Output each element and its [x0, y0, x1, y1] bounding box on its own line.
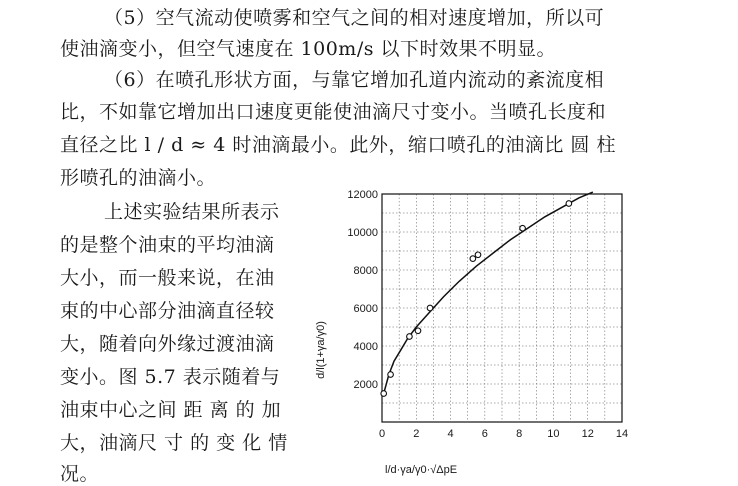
text-line: 大，随着向外缘过渡油滴: [60, 333, 275, 355]
x-axis-label: l/d·γa/γ0·√ΔpE: [385, 464, 458, 476]
text-line: 油束中心之间 距 离 的 加: [60, 399, 282, 421]
y-axis-label: d/l(1+γa/γ0): [315, 321, 327, 379]
data-point: [388, 372, 394, 378]
chart-ticks: [347, 189, 628, 440]
text-line: （5）空气流动使喷雾和空气之间的相对速度增加，所以可: [104, 7, 605, 29]
chart-series: [381, 192, 593, 396]
data-point: [475, 252, 481, 258]
data-point: [566, 201, 572, 207]
text-line: 况。: [60, 463, 100, 485]
chart-grid: [382, 194, 622, 422]
text-line: 的是整个油束的平均油滴: [60, 234, 275, 256]
x-tick-label: 12: [581, 428, 594, 440]
y-tick-label: 2000: [353, 379, 378, 391]
y-tick-label: 8000: [353, 265, 378, 277]
text-line: 比，不如靠它增加出口速度更能使油滴尺寸变小。当喷孔长度和: [60, 101, 607, 123]
text-line: 束的中心部分油滴直径较: [60, 300, 275, 322]
x-tick-label: 8: [516, 428, 523, 440]
text-line: 大，油滴尺 寸 的 变 化 情: [60, 432, 288, 454]
chart: [315, 180, 630, 480]
data-point: [520, 225, 526, 231]
text-line: 直径之比 l / d ≈ 4 时油滴最小。此外，缩口喷孔的油滴比 圆 柱: [60, 134, 616, 156]
text-line: （6）在喷孔形状方面，与靠它增加孔道内流动的紊流度相: [104, 69, 605, 91]
data-point: [407, 334, 413, 340]
y-tick-label: 12000: [347, 189, 378, 201]
x-tick-label: 10: [547, 428, 560, 440]
y-tick-label: 6000: [353, 303, 378, 315]
data-point: [415, 328, 421, 334]
data-point: [427, 305, 433, 311]
x-tick-label: 4: [447, 428, 454, 440]
y-tick-label: 4000: [353, 341, 378, 353]
x-tick-label: 0: [378, 428, 386, 440]
y-tick-label: 10000: [347, 227, 378, 239]
text-line: 使油滴变小，但空气速度在 100m/s 以下时效果不明显。: [60, 38, 557, 60]
data-point: [470, 256, 476, 262]
text-line: 大小，而一般来说，在油: [60, 267, 275, 289]
x-tick-label: 2: [413, 428, 420, 440]
x-tick-label: 6: [481, 428, 488, 440]
data-point: [381, 391, 387, 397]
text-line: 变小。图 5.7 表示随着与: [60, 366, 281, 388]
x-tick-label: 14: [615, 428, 629, 440]
text-line: 上述实验结果所表示: [104, 201, 280, 223]
series-line: [384, 192, 593, 393]
text-line: 形喷孔的油滴小。: [60, 167, 217, 189]
